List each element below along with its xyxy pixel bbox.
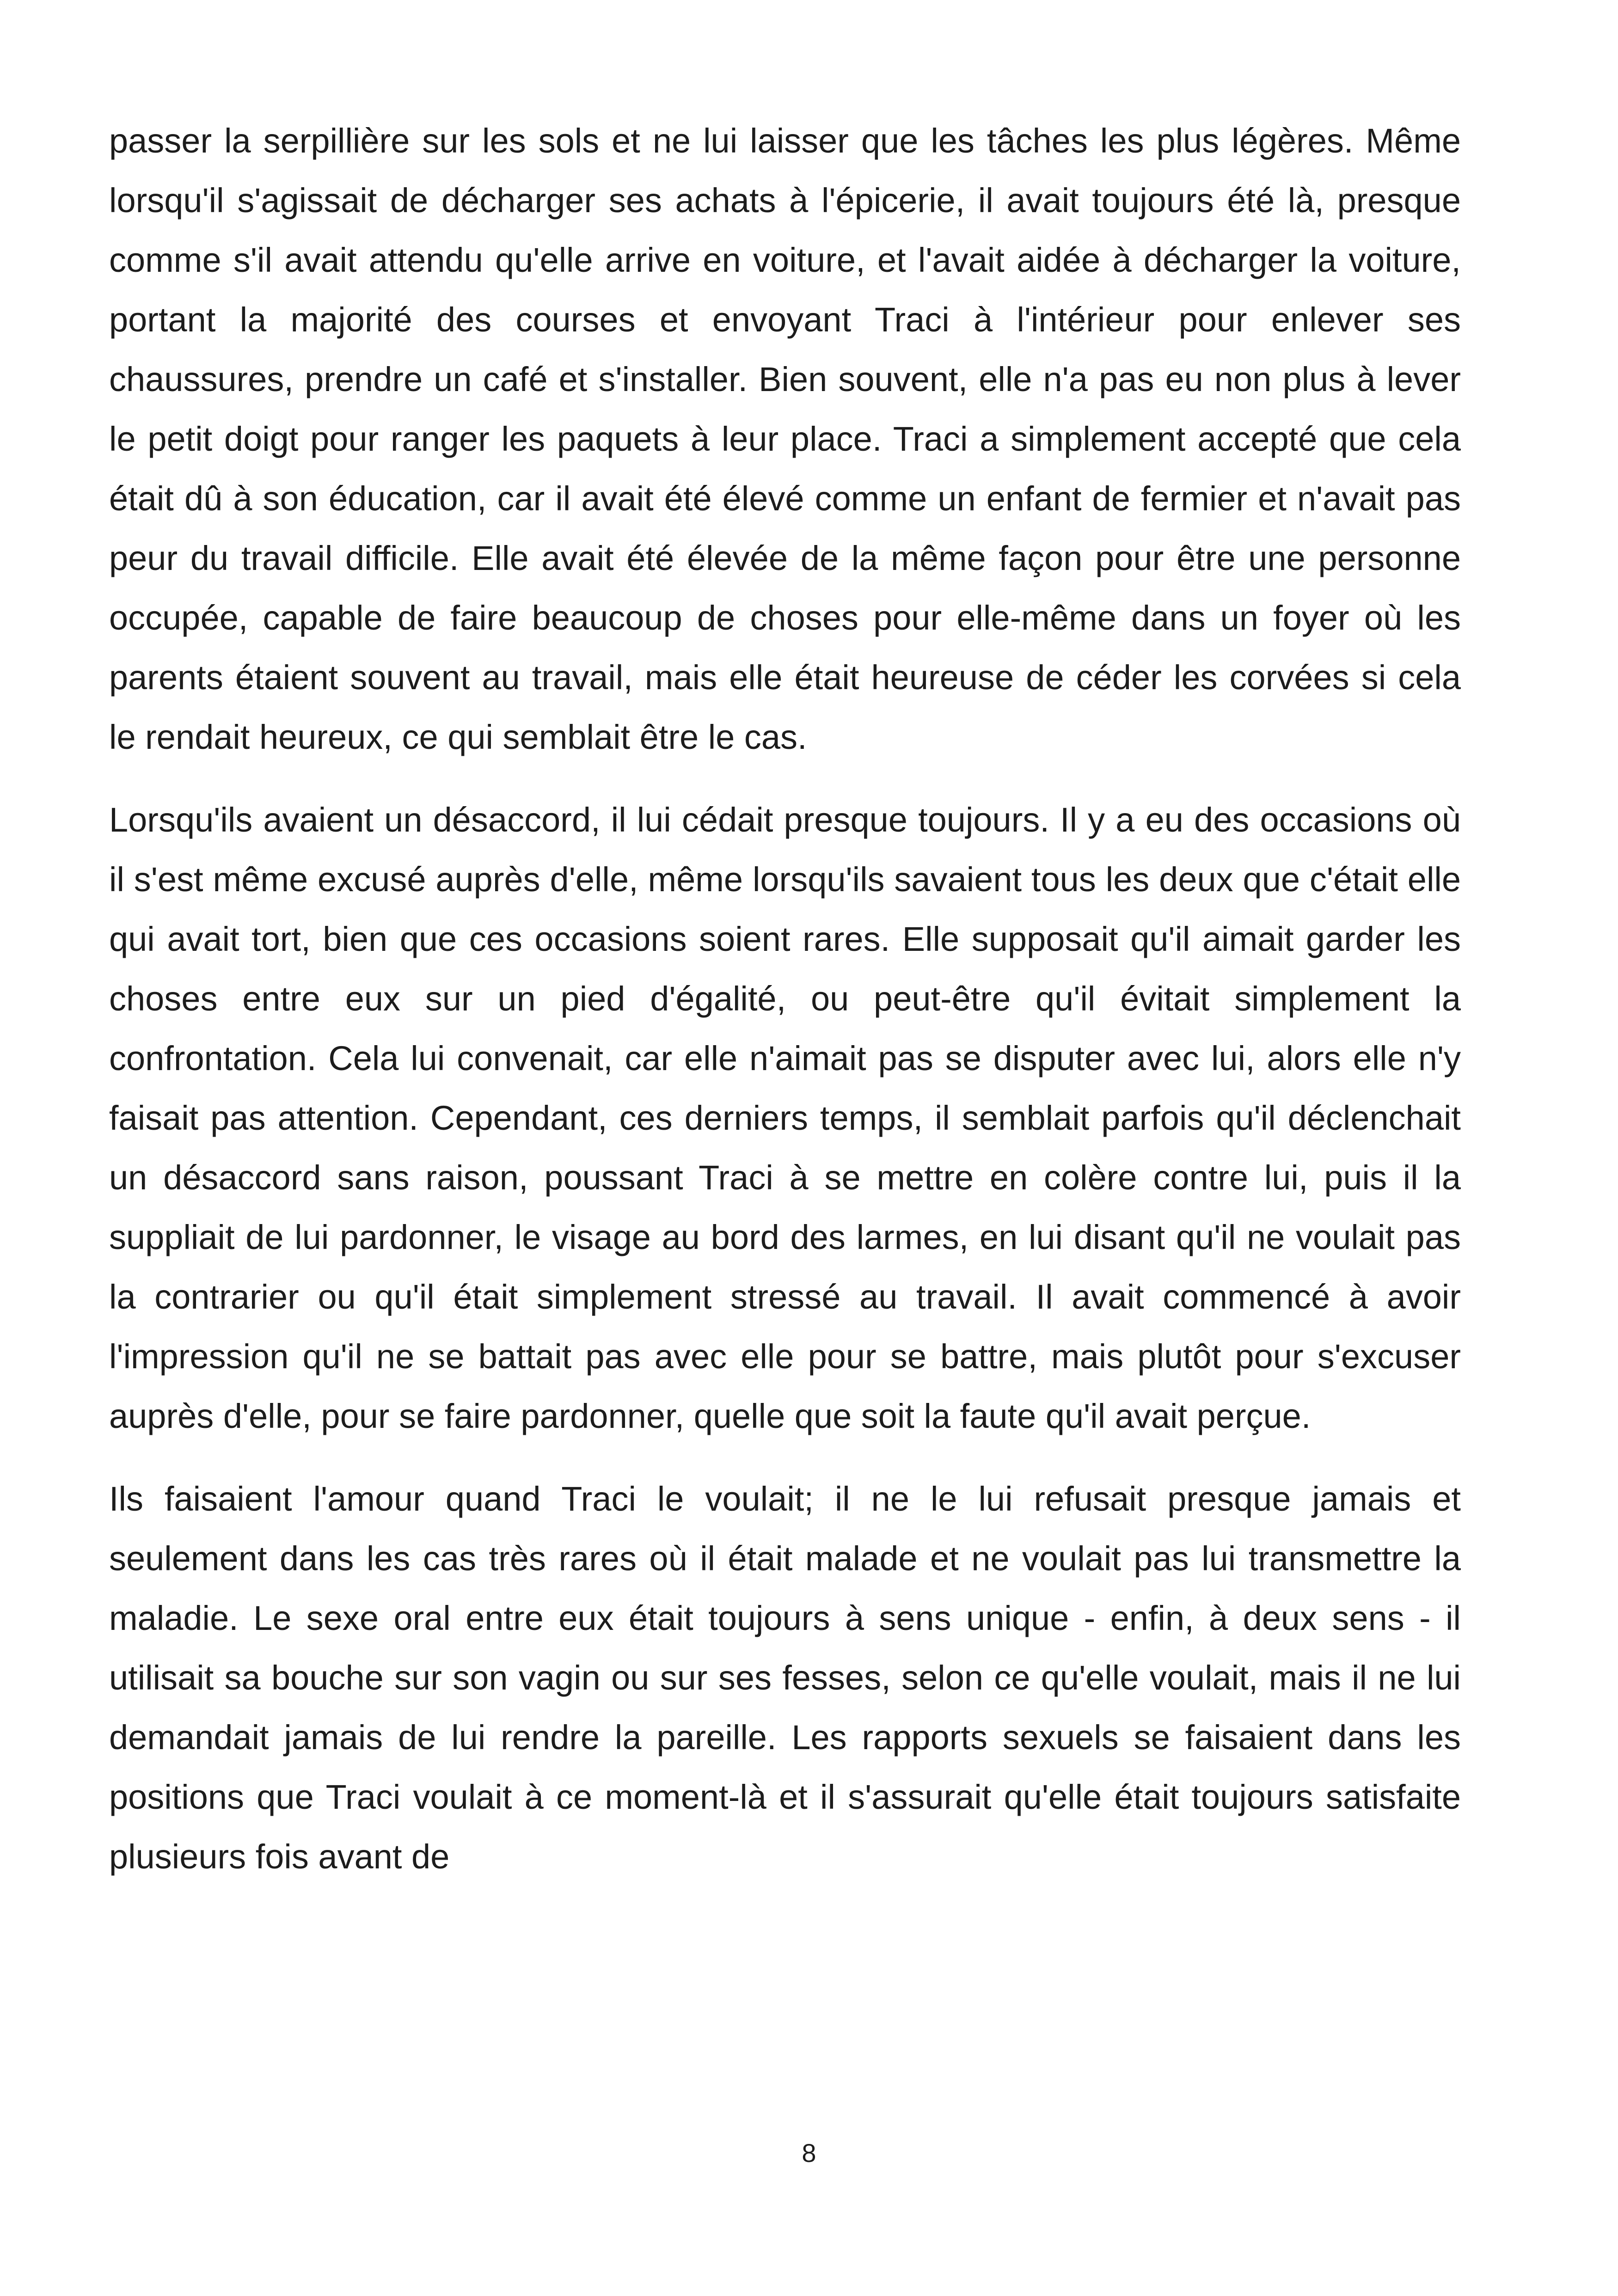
paragraph-3: Ils faisaient l'amour quand Traci le voulait; il ne le lui refusait presque jamais et seulement dans les cas très rares où il était malade et ne voulait pas lui transmettre la maladie. Le sexe oral entre eux était toujours à sens unique - enfin, à deux sens - il utilisait sa bouche sur son vagin ou sur ses fesses, selon ce qu'elle voulait, mais il ne lui demandait jamais de lui rendre la pareille. Les rapports sexuels se faisaient dans les positions que Traci voulait à ce moment-là et il s'assurait qu'elle était toujours satisfaite plusieurs fois avant de [109, 1480, 1461, 1876]
body-text [109, 111, 1461, 1910]
paragraph-1: passer la serpillière sur les sols et ne lui laisser que les tâches les plus légères. Même lorsqu'il s'agissait de décharger ses achats à l'épicerie, il avait toujours été là, presque comme s'il avait attendu qu'elle arrive en voiture, et l'avait aidée à décharger la voiture, portant la majorité des courses et envoyant Traci à l'intérieur pour enlever ses chaussures, prendre un café et s'installer. Bien souvent, elle n'a pas eu non plus à lever le petit doigt pour ranger les paquets à leur place. Traci a simplement accepté que cela était dû à son éducation, car il avait été élevé comme un enfant de fermier et n'avait pas peur du travail difficile. Elle avait été élevée de la même façon pour être une personne occupée, capable de faire beaucoup de choses pour elle-même dans un foyer où les parents étaient souvent au travail, mais elle était heureuse de céder les corvées si cela le rendait heureux, ce qui semblait être le cas. [109, 122, 1461, 756]
paragraph-2: Lorsqu'ils avaient un désaccord, il lui cédait presque toujours. Il y a eu des occasions où il s'est même excusé auprès d'elle, même lorsqu'ils savaient tous les deux que c'était elle qui avait tort, bien que ces occasions soient rares. Elle supposait qu'il aimait garder les choses entre eux sur un pied d'égalité, ou peut-être qu'il évitait simplement la confrontation. Cela lui convenait, car elle n'aimait pas se disputer avec lui, alors elle n'y faisait pas attention. Cependant, ces derniers temps, il semblait parfois qu'il déclenchait un désaccord sans raison, poussant Traci à se mettre en colère contre lui, puis il la suppliait de lui pardonner, le visage au bord des larmes, en lui disant qu'il ne voulait pas la contrarier ou qu'il était simplement stressé au travail. Il avait commencé à avoir l'impression qu'il ne se battait pas avec elle pour se battre, mais plutôt pour s'excuser auprès d'elle, pour se faire pardonner, quelle que soit la faute qu'il avait perçue. [109, 801, 1461, 1435]
page-number: 8 [802, 2138, 816, 2167]
